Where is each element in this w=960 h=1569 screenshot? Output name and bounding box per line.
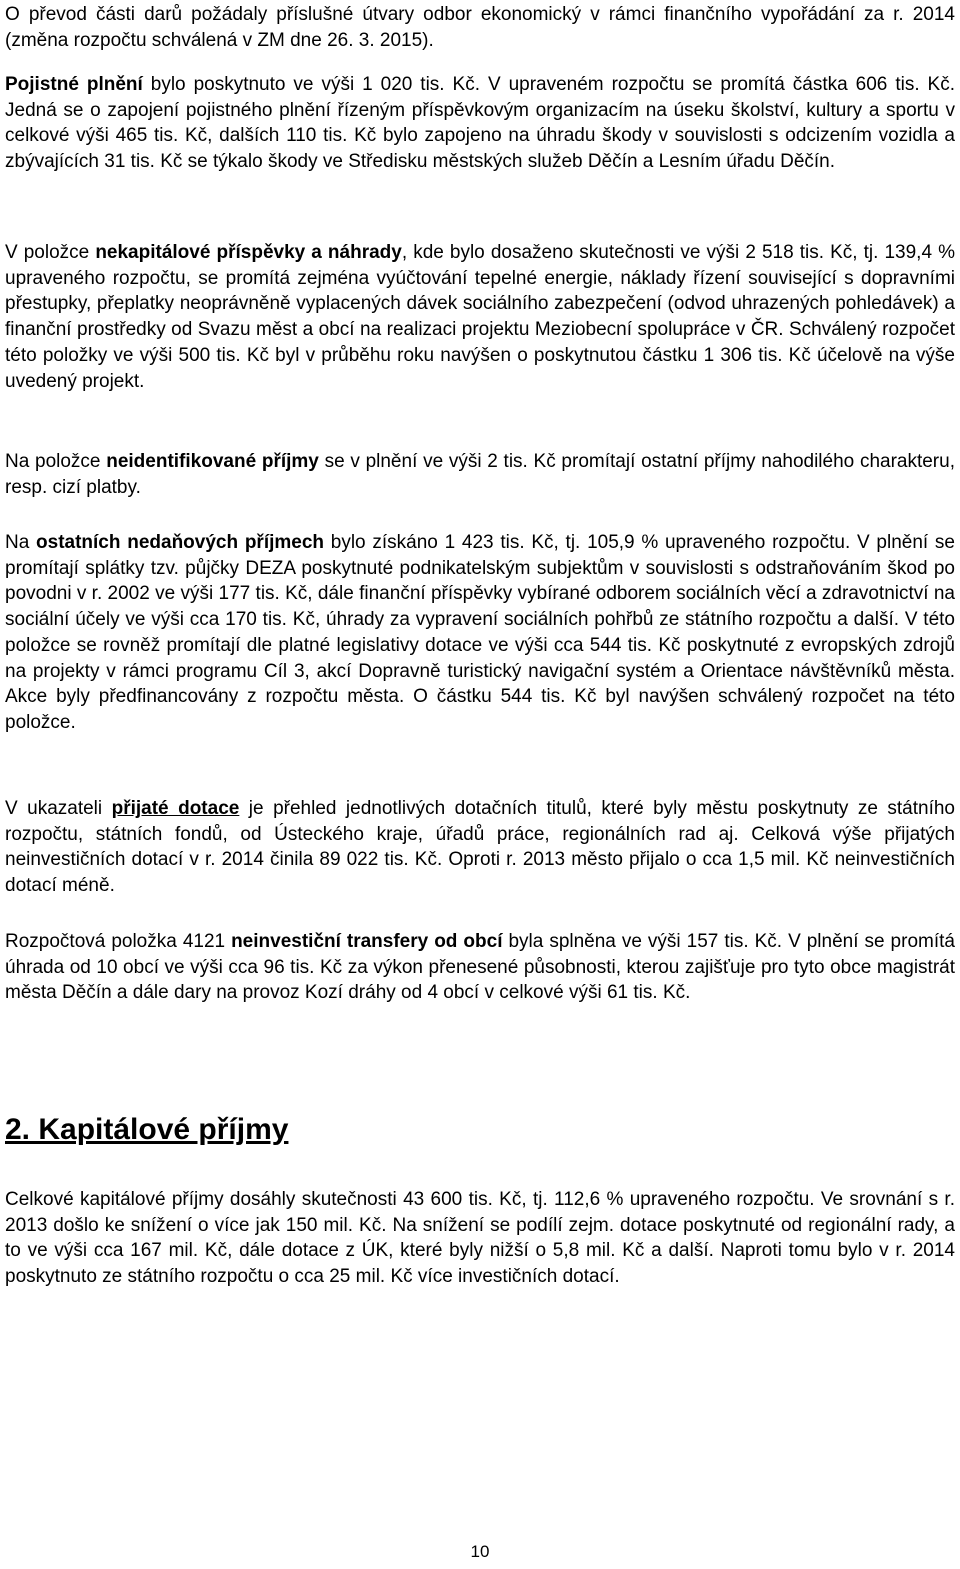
bold-term: ostatních nedaňových příjmech [36, 532, 325, 553]
paragraph-kapitalove-prijmy [5, 1187, 955, 1290]
paragraph-ostatni-nedanove-prijmy [5, 530, 955, 736]
paragraph-text: , kde bylo dosaženo skutečnosti ve výši 2 518 tis. Kč, tj. 139,4 % upraveného rozpočtu, se promítá zejména vyúčtování tepelné energie, náklady řízení související s dopravními přestupky, přeplatky neoprávněně vyplacených dávek sociálního zabezpečení (odvod uhrazených pohledávek) a finanční prostředky od Svazu měst a obcí na realizaci projektu Meziobecní spolupráce v ČR. Schválený rozpočet této položky ve výši 500 tis. Kč byl v průběhu roku navýšen o poskytnutou částku 1 306 tis. Kč účelově na výše uvedený projekt. [5, 242, 955, 392]
paragraph-text: Na [5, 532, 37, 553]
paragraph-neinvesticni-transfery [5, 929, 955, 1006]
paragraph-text: je přehled jednotlivých dotačních titulů, které byly městu poskytnuty ze státního rozpočtu, státních fondů, od Ústeckého kraje, úřadů práce, regionálních rad aj. Celková výše přijatých neinvestičních dotací v r. 2014 činila 89 022 tis. Kč. Oproti r. 2013 město přijalo o cca 1,5 mil. Kč neinvestičních dotací méně. [5, 798, 955, 897]
bold-term: neinvestiční transfery od obcí [231, 931, 503, 952]
bold-term: Pojistné plnění [5, 74, 143, 95]
paragraph-nekapitalove-prispevky [5, 240, 955, 394]
paragraph-text: Rozpočtová položka 4121 [5, 931, 232, 952]
paragraph-text: bylo získáno 1 423 tis. Kč, tj. 105,9 % upraveného rozpočtu. V plnění se promítají splátky tzv. půjčky DEZA poskytnuté podnikatelským subjektům v souvislosti s odstraňováním škod po povodni v r. 2002 ve výši 177 tis. Kč, dále finanční příspěvky vybírané odborem sociálních věcí a zdravotnictví na sociální účely ve výši cca 170 tis. Kč, úhrady za vypravení sociálních pohřbů ze státního rozpočtu a další. V této položce se rovněž promítají dle platné legislativy dotace ve výši cca 544 tis. Kč poskytnuté z evropských zdrojů na projekty v rámci programu Cíl 3, akcí Dopravně turistický navigační systém a Orientace návštěvníků města. Akce byly předfinancovány z rozpočtu města. O částku 544 tis. Kč byl navýšen schválený rozpočet na této položce. [5, 532, 955, 733]
paragraph-prijate-dotace [5, 796, 955, 899]
paragraph-neidentifikovane-prijmy [5, 449, 955, 500]
paragraph-text: Celkové kapitálové příjmy dosáhly skutečnosti 43 600 tis. Kč, tj. 112,6 % upraveného rozpočtu. Ve srovnání s r. 2013 došlo ke snížení o více jak 150 mil. Kč. Na snížení se podílí zejm. dotace poskytnuté od regionální rady, a to ve výši cca 167 mil. Kč, dále dotace z ÚK, které byly nižší o 5,8 mil. Kč a další. Naproti tomu bylo v r. 2014 poskytnuto ze státního rozpočtu o cca 25 mil. Kč více investičních dotací. [5, 1189, 955, 1288]
paragraph-text: V položce [5, 242, 96, 263]
paragraph-text: se v plnění ve výši 2 tis. Kč promítají ostatní příjmy nahodilého charakteru, resp. cizí platby. [5, 451, 955, 498]
paragraph-pojistne-plneni [5, 72, 955, 175]
underlined-term: přijaté dotace [111, 798, 240, 819]
paragraph-text: byla splněna ve výši 157 tis. Kč. V plnění se promítá úhrada od 10 obcí ve výši cca 96 tis. Kč za výkon přenesené působnosti, kterou zajišťuje pro tyto obce magistrát města Děčín a dále dary na provoz Kozí dráhy od 4 obcí v celkové výši 61 tis. Kč. [5, 931, 955, 1004]
paragraph-text: V ukazateli [5, 798, 112, 819]
bold-term: neidentifikované příjmy [106, 451, 319, 472]
paragraph-text: O převod části darů požádaly příslušné útvary odbor ekonomický v rámci finančního vypořádání za r. 2014 (změna rozpočtu schválená v ZM dne 26. 3. 2015). [5, 4, 955, 51]
paragraph-darу [5, 2, 955, 53]
page-number: 10 [470, 1542, 490, 1561]
section-heading: 2. Kapitálové příjmy [5, 1113, 289, 1146]
paragraph-text: Na položce [5, 451, 107, 472]
bold-term: nekapitálové příspěvky a náhrady [95, 242, 402, 263]
paragraph-text: bylo poskytnuto ve výši 1 020 tis. Kč. V upraveném rozpočtu se promítá částka 606 tis. Kč. Jedná se o zapojení pojistného plnění řízeným příspěvkovým organizacím na úseku školství, kultury a sportu v celkové výši 465 tis. Kč, dalších 110 tis. Kč bylo zapojeno na úhradu škody v souvislosti s odcizením vozidla a zbývajících 31 tis. Kč se týkalo škody ve Středisku městských služeb Děčín a Lesním úřadu Děčín. [5, 74, 956, 173]
